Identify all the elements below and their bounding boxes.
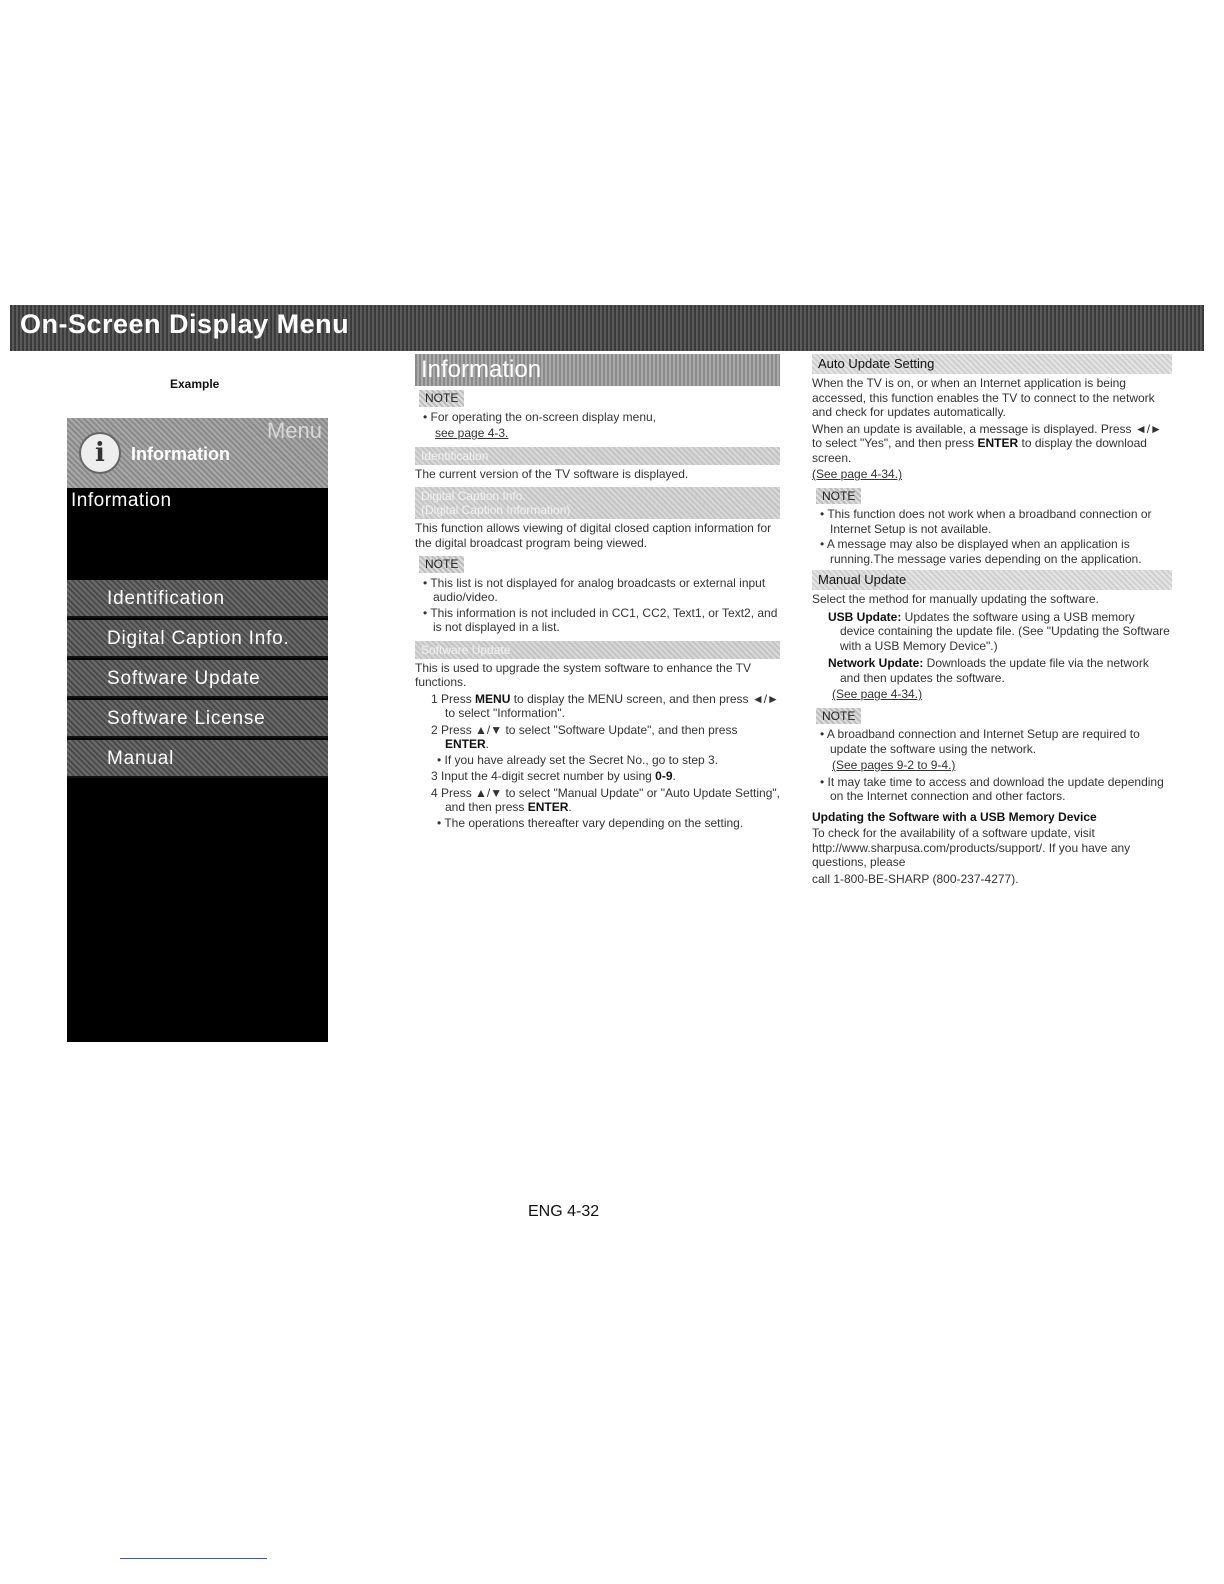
digital-caption-heading: Digital Caption Info. (Digital Caption Information) — [415, 487, 780, 519]
page-reference-link[interactable]: see page 4-3. — [435, 426, 509, 440]
page-number: ENG 4-32 — [528, 1203, 600, 1220]
usb-section-heading: Updating the Software with a USB Memory Device — [812, 809, 1097, 824]
tv-menu-item-manual[interactable]: Manual — [67, 740, 328, 778]
step-4-note: • The operations thereafter vary depending on the setting. — [437, 815, 744, 830]
tv-screen-example — [67, 418, 328, 1042]
example-label: Example — [170, 377, 220, 391]
note-tag: NOTE — [816, 708, 861, 725]
note-item: • A broadband connection and Internet Setup are required to update the software using the network. — [820, 727, 1140, 756]
auto-update-heading: Auto Update Setting — [812, 354, 1172, 374]
step-3: 3 Input the 4-digit secret number by using 0-9. — [431, 769, 676, 783]
tv-section-name: Information — [131, 444, 230, 464]
information-icon: i — [79, 432, 121, 474]
manual-update-heading: Manual Update — [812, 570, 1172, 590]
note-item: • A message may also be displayed when an application is running.The message varies depending on the application. — [820, 537, 1142, 566]
tv-menu-item-software-update[interactable]: Software Update — [67, 660, 328, 698]
note-item: • This information is not included in CC1, CC2, Text1, or Text2, and is not displayed in a list. — [423, 605, 778, 634]
step-1: 1 Press MENU to display the MENU screen, and then press ◄/► to select "Information". — [431, 691, 779, 720]
tv-page-heading: Information — [71, 490, 172, 511]
page-reference-link[interactable]: (See page 4-34.) — [832, 687, 923, 701]
step-2-note: • If you have already set the Secret No., go to step 3. — [437, 752, 719, 767]
note-tag: NOTE — [419, 556, 464, 573]
note-item: • This function does not work when a broadband connection or Internet Setup is not available. — [820, 507, 1152, 536]
tv-menu-item-identification[interactable]: Identification — [67, 580, 328, 618]
auto-update-text-2: When an update is available, a message is displayed. Press ◄/► to select "Yes", and then press ENTER to display the download screen. — [812, 421, 1162, 465]
banner-title: On-Screen Display Menu — [20, 309, 350, 339]
tv-menu-title: Menu — [266, 418, 322, 443]
note-tag: NOTE — [816, 488, 861, 505]
footer-rule — [120, 1558, 267, 1559]
manual-update-text: Select the method for manually updating the software. — [812, 592, 1099, 606]
usb-section-call: call 1-800-BE-SHARP (800-237-4277). — [812, 871, 1019, 886]
page-reference-link[interactable]: (See pages 9-2 to 9-4.) — [832, 758, 956, 772]
digital-caption-text: This function allows viewing of digital closed caption information for the digital broadcast program being viewed. — [415, 521, 772, 550]
information-heading: Information — [415, 354, 780, 386]
identification-text: The current version of the TV software is displayed. — [415, 466, 689, 481]
tv-menu-item-software-license[interactable]: Software License — [67, 700, 328, 738]
note-item: • It may take time to access and download the update depending on the Internet connection and other factors. — [820, 774, 1164, 803]
software-update-intro: This is used to upgrade the system software to enhance the TV functions. — [415, 660, 751, 689]
network-update-item: Network Update: Downloads the update file via the network and then updates the software. — [828, 656, 1149, 685]
tv-menu-header — [67, 418, 328, 488]
note-item: • This list is not displayed for analog broadcasts or external input audio/video. — [423, 575, 766, 604]
auto-update-text: When the TV is on, or when an Internet application is being accessed, this function enables the TV to connect to the network and check for updates automatically. — [812, 376, 1155, 419]
software-update-heading: Software Update — [415, 641, 780, 659]
note-tag: NOTE — [419, 390, 464, 407]
step-4: 4 Press ▲/▼ to select "Manual Update" or "Auto Update Setting", and then press ENTER. — [431, 785, 780, 814]
note-item: • For operating the on-screen display menu, — [423, 409, 657, 424]
usb-update-item: USB Update: Updates the software using a USB memory device containing the update file. (See "Updating the Software with a USB Memory Device".) — [828, 609, 1170, 653]
section-banner — [10, 305, 1204, 351]
tv-menu-item-digital-caption-info[interactable]: Digital Caption Info. — [67, 620, 328, 658]
information-column — [415, 354, 780, 831]
step-2: 2 Press ▲/▼ to select "Software Update", and then press ENTER. — [431, 722, 738, 751]
update-settings-column — [812, 354, 1172, 888]
usb-section-text: To check for the availability of a software update, visit http://www.sharpusa.com/products/support/. If you have any questions, please — [812, 826, 1131, 869]
identification-heading: Identification — [415, 447, 780, 465]
page-reference-link[interactable]: (See page 4-34.) — [812, 467, 903, 481]
